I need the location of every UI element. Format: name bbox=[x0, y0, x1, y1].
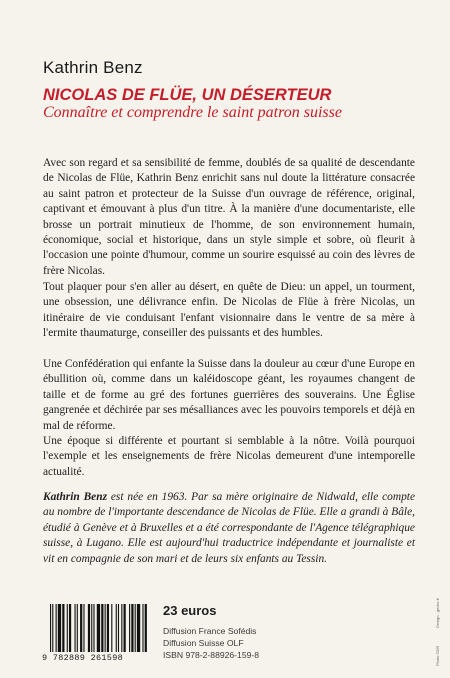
barcode-bar bbox=[80, 604, 82, 652]
barcode-bar bbox=[107, 604, 109, 652]
barcode-bar bbox=[124, 604, 126, 652]
distribution-france-value: Sofédis bbox=[227, 626, 257, 636]
barcode-bar bbox=[129, 604, 130, 652]
book-subtitle: Connaître et comprendre le saint patron suisse bbox=[43, 104, 342, 121]
isbn-number: ISBN 978-2-88926-159-8 bbox=[163, 650, 260, 660]
distribution-suisse bbox=[163, 638, 244, 648]
barcode-bar bbox=[88, 604, 90, 652]
barcode-bars bbox=[50, 604, 148, 652]
cover-credits bbox=[433, 588, 443, 668]
author-bio-text: est née en 1963. Par sa mère originaire de Nidwald, elle compte au nombre de l'importante descendance de Nicolas de Flüe. Elle a grandi à Bâle, étudié à Genève et à Bruxelles et a été correspondante de l'Agence télégraphique suisse, à Lugano. Elle est aujourd'hui traductrice indépendante et journaliste et vit en compagnie de son mari et de leurs six enfants au Tessin. bbox=[43, 491, 416, 565]
isbn-barcode bbox=[42, 604, 150, 666]
barcode-bar bbox=[137, 604, 140, 652]
blurb-paragraph-3: Une Confédération qui enfante la Suisse dans la douleur au cœur d'une Europe en ébullition où, comme dans un kaléidoscope géant, les royaumes changent de taille et de forme au gré des fortunes guerrières des souverains. Une Église gangrenée et déchirée par ses mésalliances avec les pouvoirs temporels et déjà en mal de réforme. bbox=[43, 358, 415, 432]
barcode-bar bbox=[101, 604, 103, 652]
distribution-suisse-label: Diffusion Suisse bbox=[163, 638, 225, 648]
barcode-bar bbox=[131, 604, 133, 652]
blurb-paragraph-2: Tout plaquer pour s'en aller au désert, en quête de Dieu: un appel, un tourment, une obsession, une délivrance enfin. De Nicolas de Flüe à frère Nicolas, un itinéraire de vie conduisant l'enfant visionnaire dans le ventre de sa mère à l'ermite thaumaturge, conseiller des puissants et des humbles. bbox=[43, 281, 415, 340]
blurb-paragraph-4: Une époque si différente et pourtant si semblable à la nôtre. Voilà pourquoi l'exemple et les enseignements de frère Nicolas demeurent d'une intemporelle actualité. bbox=[43, 435, 415, 478]
photo-credit: Photo ©DR bbox=[435, 645, 440, 666]
barcode-bar bbox=[56, 604, 57, 652]
barcode-bar bbox=[62, 604, 64, 652]
author-bio bbox=[43, 490, 415, 567]
barcode-bar bbox=[91, 604, 92, 652]
barcode-bar bbox=[77, 604, 78, 652]
distribution-suisse-value: OLF bbox=[226, 638, 244, 648]
barcode-bar bbox=[118, 604, 119, 652]
barcode-bar bbox=[121, 604, 122, 652]
barcode-bar bbox=[105, 604, 106, 652]
distribution-france-label: Diffusion France bbox=[163, 626, 226, 636]
author-bio-name: Kathrin Benz bbox=[43, 491, 108, 503]
barcode-bar bbox=[50, 604, 51, 652]
author-name: Kathrin Benz bbox=[43, 58, 143, 77]
barcode-bar bbox=[135, 604, 136, 652]
price: 23 euros bbox=[163, 603, 217, 618]
design-credit: Design : gecko.fr bbox=[435, 597, 440, 628]
barcode-bar bbox=[52, 604, 53, 652]
barcode-bar bbox=[116, 604, 117, 652]
barcode-bar bbox=[75, 604, 76, 652]
barcode-bar bbox=[111, 604, 112, 652]
distribution-france bbox=[163, 626, 256, 636]
blurb-paragraph-1: Avec son regard et sa sensibilité de femme, doublés de sa qualité de descendante de Nicolas de Flüe, Kathrin Benz enrichit sans nul doute la littérature consacrée au saint patron et protecteur de la Suisse d'un ouvrage de référence, original, captivant et émouvant à plus d'un titre. À la manière d'une documentariste, elle brosse un portrait minutieux de l'homme, de son environnement humain, économique, social et historique, dans un style simple et sobre, où fleurit à l'occasion une pointe d'humour, comme un sourire esquissé au coin des lèvres de frère Nicolas. bbox=[43, 157, 415, 277]
barcode-bar bbox=[142, 604, 143, 652]
barcode-bar bbox=[97, 604, 100, 652]
barcode-bar bbox=[69, 604, 71, 652]
barcode-bar bbox=[58, 604, 61, 652]
barcode-bar bbox=[83, 604, 84, 652]
barcode-bar bbox=[93, 604, 94, 652]
barcode-digits: 9 782889 261598 bbox=[42, 653, 124, 663]
barcode-bar bbox=[145, 604, 147, 652]
book-title: NICOLAS DE FLÜE, UN DÉSERTEUR bbox=[43, 86, 332, 104]
barcode-bar bbox=[67, 604, 68, 652]
